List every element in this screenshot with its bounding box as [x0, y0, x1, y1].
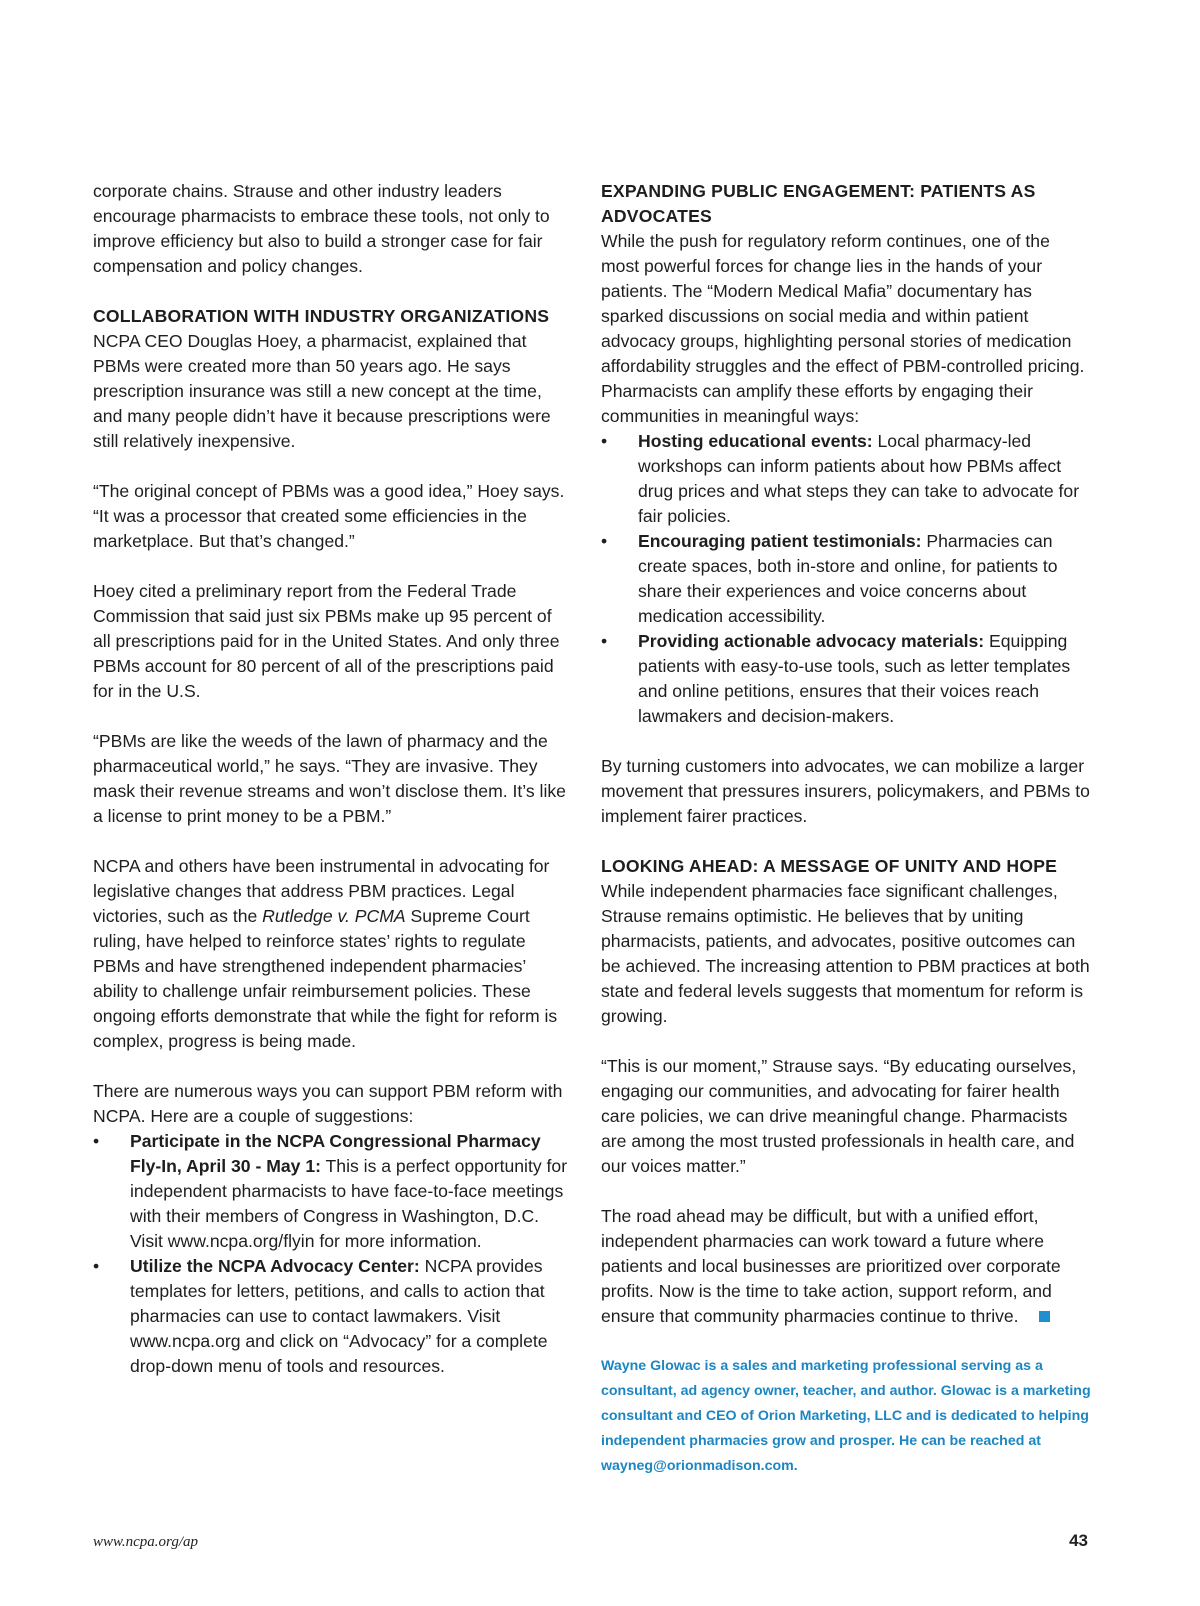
quote-paragraph: “This is our moment,” Strause says. “By educating ourselves, engaging our communities, and advocating for fairer health care policies, we can drive meaningful change. Pharmacists are among the most trusted professionals in health care, and our voices matter.” — [601, 1056, 1077, 1176]
paragraph: By turning customers into advocates, we can mobilize a larger movement that pressures insurers, policymakers, and PBMs to implement fairer practices. — [601, 756, 1090, 826]
page-number: 43 — [1069, 1531, 1088, 1550]
end-mark-icon — [1039, 1311, 1050, 1322]
paragraph: The road ahead may be difficult, but with a unified effort, independent pharmacies can work toward a future where patients and local businesses are prioritized over corporate profits. Now is the time to take action, support reform, and ensure that community pharmacies continue to thrive. — [601, 1206, 1061, 1326]
engagement-list — [601, 429, 1091, 729]
bullet-icon: • — [601, 431, 608, 451]
paragraph: While the push for regulatory reform continues, one of the most powerful forces for change lies in the hands of your patients. The “Modern Medical Mafia” documentary has sparked discussions on social media and within patient advocacy groups, highlighting personal stories of medication affordability struggles and the effect of PBM-controlled pricing. Pharmacists can amplify these efforts by engaging their communities in meaningful ways: — [601, 231, 1085, 426]
section-heading: EXPANDING PUBLIC ENGAGEMENT: PATIENTS AS ADVOCATES — [601, 181, 1036, 226]
bullet-icon: • — [601, 531, 608, 551]
list-item: • Providing actionable advocacy materials: Equipping patients with easy-to-use tools, such as letter templates and online petitions, ensures that their voices reach lawmakers and decision-makers. — [601, 631, 1071, 726]
bullet-icon: • — [601, 631, 608, 651]
list-item: • Participate in the NCPA Congressional Pharmacy Fly-In, April 30 - May 1: This is a perfect opportunity for independent pharmacists to have face-to-face meetings with their members of Congress in Washington, D.C. Visit www.ncpa.org/flyin for more information. — [93, 1131, 568, 1251]
list-item: • Encouraging patient testimonials: Pharmacies can create spaces, both in-store and online, for patients to share their experiences and voice concerns about medication accessibility. — [601, 531, 1058, 626]
paragraph: corporate chains. Strause and other industry leaders encourage pharmacists to embrace these tools, not only to improve efficiency but also to build a stronger case for fair compensation and policy changes. — [93, 181, 550, 276]
bullet-icon: • — [93, 1131, 100, 1151]
quote-paragraph: “The original concept of PBMs was a good idea,” Hoey says. “It was a processor that created some efficiencies in the marketplace. But that’s changed.” — [93, 481, 565, 551]
case-citation: Rutledge v. PCMA — [262, 906, 406, 926]
section-heading: COLLABORATION WITH INDUSTRY ORGANIZATIONS — [93, 306, 550, 326]
quote-paragraph: “PBMs are like the weeds of the lawn of pharmacy and the pharmaceutical world,” he says. “They are invasive. They mask their revenue streams and won’t disclose them. It’s like a license to print money to be a PBM.” — [93, 731, 566, 826]
footer-url: www.ncpa.org/ap — [93, 1534, 199, 1550]
paragraph: There are numerous ways you can support PBM reform with NCPA. Here are a couple of suggestions: — [93, 1081, 563, 1126]
right-column — [601, 179, 1091, 1479]
list-item: • Hosting educational events: Local pharmacy-led workshops can inform patients about how PBMs affect drug prices and what steps they can take to advocate for fair policies. — [601, 431, 1080, 526]
bullet-icon: • — [93, 1256, 100, 1276]
list-item: • Utilize the NCPA Advocacy Center: NCPA provides templates for letters, petitions, and calls to action that pharmacies can use to contact lawmakers. Visit www.ncpa.org and click on “Advocacy” for a complete drop-down menu of tools and resources. — [93, 1256, 548, 1376]
paragraph: While independent pharmacies face significant challenges, Strause remains optimistic. He believes that by uniting pharmacists, patients, and advocates, positive outcomes can be achieved. The increasing attention to PBM practices at both state and federal levels suggests that momentum for reform is growing. — [601, 881, 1090, 1026]
paragraph: Hoey cited a preliminary report from the Federal Trade Commission that said just six PBMs make up 95 percent of all prescriptions paid for in the United States. And only three PBMs account for 80 percent of all of the prescriptions paid for in the U.S. — [93, 581, 560, 701]
left-column — [93, 179, 573, 1404]
paragraph: NCPA CEO Douglas Hoey, a pharmacist, explained that PBMs were created more than 50 years ago. He says prescription insurance was still a new concept at the time, and many people didn’t have it because prescriptions were still relatively inexpensive. — [93, 331, 551, 451]
suggestion-list — [93, 1129, 573, 1379]
author-bio: Wayne Glowac is a sales and marketing professional serving as a consultant, ad agency owner, teacher, and author. Glowac is a marketing consultant and CEO of Orion Marketing, LLC and is dedicated to helping independent pharmacies grow and prosper. He can be reached at wayneg@orionmadison.com. — [601, 1358, 1091, 1474]
section-heading: LOOKING AHEAD: A MESSAGE OF UNITY AND HOPE — [601, 856, 1058, 876]
paragraph: NCPA and others have been instrumental in advocating for legislative changes that address PBM practices. Legal victories, such as the Rutledge v. PCMA Supreme Court ruling, have helped to reinforce states’ rights to regulate PBMs and have strengthened independent pharmacies’ ability to challenge unfair reimbursement policies. These ongoing efforts demonstrate that while the fight for reform is complex, progress is being made. — [93, 856, 558, 1051]
